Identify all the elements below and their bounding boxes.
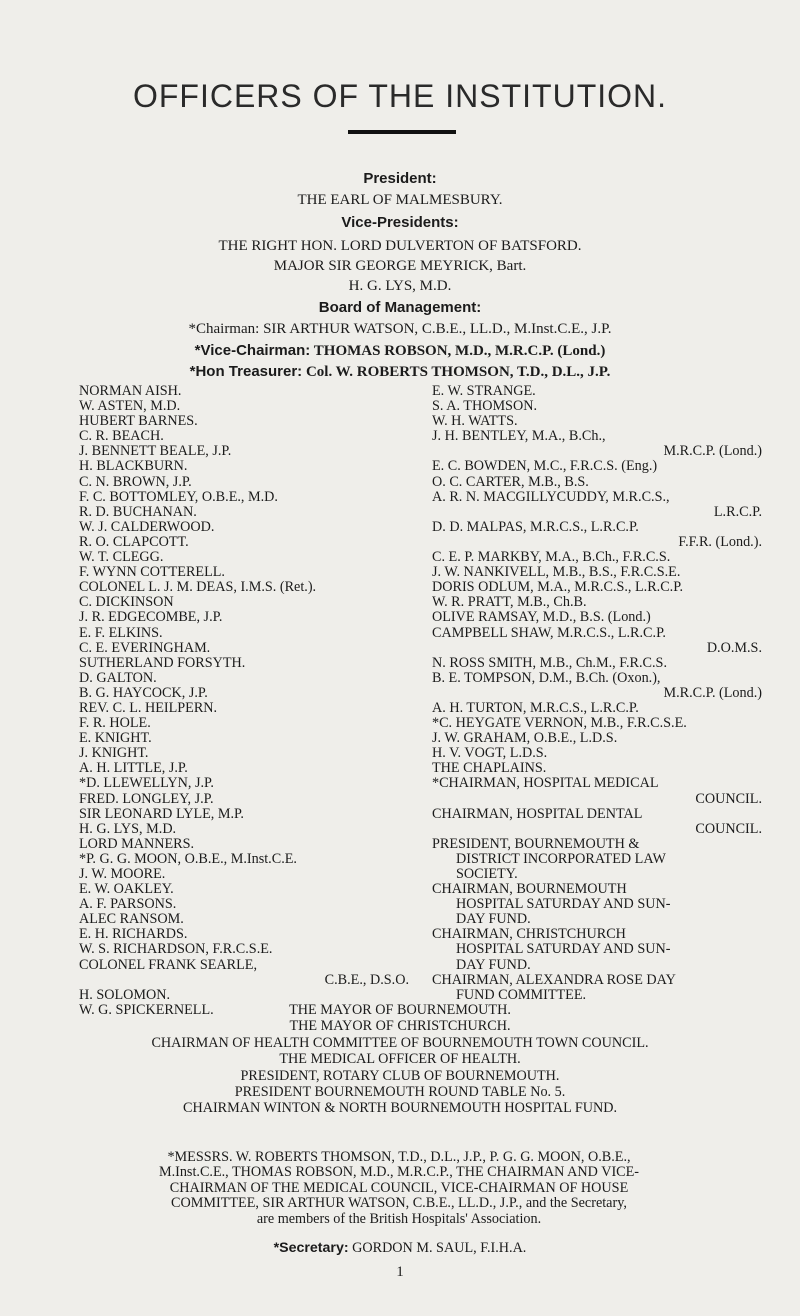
member-name: W. T. CLEGG. (79, 549, 164, 566)
member-name: E. C. BOWDEN, M.C., F.R.C.S. (Eng.) (432, 458, 658, 475)
member-name: NORMAN AISH. (79, 383, 182, 399)
member-name: B. G. HAYCOCK, J.P. (79, 684, 208, 701)
member-name: H. G. LYS, M.D. (79, 820, 177, 837)
member-name: SIR LEONARD LYLE, M.P. (79, 805, 244, 822)
page-number: 1 (396, 1264, 404, 1280)
note-line: COMMITTEE, SIR ARTHUR WATSON, C.B.E., LL.D., J.P., and the Secretary, (171, 1195, 627, 1212)
member-name: W. R. PRATT, M.B., Ch.B. (432, 594, 587, 611)
member-name: S. A. THOMSON. (432, 398, 537, 415)
ex-officio-member: THE MEDICAL OFFICER OF HEALTH. (279, 1051, 521, 1068)
member-name: E. W. OAKLEY. (79, 881, 174, 898)
board-treasurer-label: *Hon Treasurer: (189, 363, 303, 380)
member-name: CHAIRMAN, BOURNEMOUTH (432, 881, 627, 898)
member-name: R. O. CLAPCOTT. (79, 533, 189, 550)
member-name: *C. HEYGATE VERNON, M.B., F.R.C.S.E. (432, 715, 687, 732)
member-name: E. W. STRANGE. (432, 383, 536, 399)
member-name: H. V. VOGT, L.D.S. (432, 745, 548, 762)
member-name: *CHAIRMAN, HOSPITAL MEDICAL (432, 775, 659, 792)
ex-officio-member: CHAIRMAN WINTON & NORTH BOURNEMOUTH HOSPITAL FUND. (182, 1100, 618, 1117)
ex-officio-member: PRESIDENT, ROTARY CLUB OF BOURNEMOUTH. (240, 1067, 560, 1084)
member-name: DORIS ODLUM, M.A., M.R.C.S., L.R.C.P. (432, 579, 684, 596)
member-name: F. C. BOTTOMLEY, O.B.E., M.D. (79, 488, 278, 505)
member-name: F. R. HOLE. (79, 715, 151, 732)
member-name: REV. C. L. HEILPERN. (79, 699, 218, 716)
member-name: FUND COMMITTEE. (456, 986, 587, 1003)
ex-officio-list (0, 1002, 800, 1117)
member-name: E. KNIGHT. (79, 730, 152, 747)
member-name: SUTHERLAND FORSYTH. (79, 654, 246, 671)
member-name: D.O.M.S. (706, 639, 762, 656)
member-name: B. E. TOMPSON, D.M., B.Ch. (Oxon.), (432, 669, 661, 686)
board-treasurer (0, 363, 800, 381)
secretary (0, 1240, 800, 1257)
members-left-column (79, 384, 409, 1018)
vice-president-1: THE RIGHT HON. LORD DULVERTON OF BATSFORD. (218, 238, 582, 254)
member-name: W. H. WATTS. (432, 413, 518, 430)
member-name: E. F. ELKINS. (79, 624, 163, 641)
board-treasurer-name: Col. W. ROBERTS THOMSON, T.D., D.L., J.P. (305, 364, 611, 380)
member-name: W. G. SPICKERNELL. (79, 1001, 214, 1018)
member-name: COLONEL L. J. M. DEAS, I.M.S. (Ret.). (79, 579, 317, 596)
member-name: F. WYNN COTTERELL. (79, 564, 225, 581)
member-name: A. H. TURTON, M.R.C.S., L.R.C.P. (432, 699, 639, 716)
member-name: J. W. MOORE. (79, 866, 166, 882)
member-name: W. J. CALDERWOOD. (79, 518, 215, 535)
member-name: PRESIDENT, BOURNEMOUTH & (432, 835, 640, 852)
member-name: HUBERT BARNES. (79, 413, 198, 430)
member-name: M.R.C.P. (Lond.) (663, 443, 762, 460)
note-line: CHAIRMAN OF THE MEDICAL COUNCIL, VICE-CHAIRMAN OF HOUSE (169, 1179, 629, 1196)
page-title: OFFICERS OF THE INSTITUTION. (132, 78, 668, 114)
member-name: J. W. GRAHAM, O.B.E., L.D.S. (432, 730, 618, 747)
member-name: M.R.C.P. (Lond.) (663, 684, 762, 701)
president-heading: President: (363, 170, 437, 187)
member-name: F.F.R. (Lond.). (678, 533, 762, 550)
member-name: HOSPITAL SATURDAY AND SUN- (456, 896, 671, 913)
ex-officio-member: THE MAYOR OF CHRISTCHURCH. (289, 1018, 511, 1035)
vice-presidents-heading: Vice-Presidents: (341, 214, 459, 231)
member-name: A. H. LITTLE, J.P. (79, 760, 188, 777)
member-name: J. R. EDGECOMBE, J.P. (79, 609, 223, 626)
member-name: H. BLACKBURN. (79, 458, 188, 475)
member-name: COUNCIL. (695, 820, 762, 837)
member-name: N. ROSS SMITH, M.B., Ch.M., F.R.C.S. (432, 654, 667, 671)
board-chairman-label: *Chairman: (188, 321, 260, 337)
member-name: *D. LLEWELLYN, J.P. (79, 775, 214, 792)
member-name: OLIVE RAMSAY, M.D., B.S. (Lond.) (432, 609, 651, 626)
member-name: THE CHAPLAINS. (432, 760, 547, 777)
member-name: J. KNIGHT. (79, 745, 149, 762)
member-name: C.B.E., D.S.O. (324, 971, 409, 988)
member-name: C. DICKINSON (79, 594, 174, 611)
members-right-column (432, 384, 762, 1003)
member-name: LORD MANNERS. (79, 835, 195, 852)
member-name: W. S. RICHARDSON, F.R.C.S.E. (79, 941, 273, 958)
president-name: THE EARL OF MALMESBURY. (297, 192, 503, 208)
note-line: M.Inst.C.E., THOMAS ROBSON, M.D., M.R.C.P., THE CHAIRMAN AND VICE- (158, 1164, 640, 1181)
board-vice-chairman (0, 342, 800, 360)
member-name: C. N. BROWN, J.P. (79, 473, 192, 490)
member-name: A. F. PARSONS. (79, 896, 177, 913)
member-name: COLONEL FRANK SEARLE, (79, 956, 258, 973)
member-name: COUNCIL. (695, 790, 762, 807)
note-line: are members of the British Hospitals' Association. (256, 1210, 542, 1227)
member-name: H. SOLOMON. (79, 986, 171, 1003)
member-name: D. GALTON. (79, 669, 157, 686)
member-name: *P. G. G. MOON, O.B.E., M.Inst.C.E. (79, 850, 297, 867)
member-name: J. BENNETT BEALE, J.P. (79, 443, 232, 460)
member-name: DISTRICT INCORPORATED LAW (456, 850, 666, 867)
member-name: DAY FUND. (456, 956, 531, 973)
member-name: SOCIETY. (456, 866, 518, 882)
member-name: ALEC RANSOM. (79, 911, 184, 928)
secretary-label: *Secretary: (273, 1240, 349, 1256)
member-name: DAY FUND. (456, 911, 531, 928)
member-name: E. H. RICHARDS. (79, 926, 188, 943)
board-chairman (0, 321, 800, 338)
member-name: CAMPBELL SHAW, M.R.C.S., L.R.C.P. (432, 624, 666, 641)
member-name: C. R. BEACH. (79, 428, 164, 445)
ex-officio-member: PRESIDENT BOURNEMOUTH ROUND TABLE No. 5. (234, 1084, 566, 1101)
member-name: L.R.C.P. (713, 503, 762, 520)
member-name: O. C. CARTER, M.B., B.S. (432, 473, 589, 490)
member-name: HOSPITAL SATURDAY AND SUN- (456, 941, 671, 958)
association-note (79, 1150, 719, 1227)
board-vice-chairman-label: *Vice-Chairman: (194, 342, 311, 359)
title-divider (348, 130, 456, 134)
secretary-name: GORDON M. SAUL, F.I.H.A. (352, 1240, 527, 1256)
ex-officio-member: THE MAYOR OF BOURNEMOUTH. (289, 1002, 511, 1018)
member-name: C. E. P. MARKBY, M.A., B.Ch., F.R.C.S. (432, 549, 671, 566)
member-name: J. W. NANKIVELL, M.B., B.S., F.R.C.S.E. (432, 564, 681, 581)
member-name: A. R. N. MACGILLYCUDDY, M.R.C.S., (432, 488, 670, 505)
board-chairman-name: SIR ARTHUR WATSON, C.B.E., LL.D., M.Inst.C.E., J.P. (263, 321, 612, 337)
member-name: J. H. BENTLEY, M.A., B.Ch., (432, 428, 606, 445)
member-name: CHAIRMAN, CHRISTCHURCH (432, 926, 626, 943)
member-name: D. D. MALPAS, M.R.C.S., L.R.C.P. (432, 518, 639, 535)
member-name: W. ASTEN, M.D. (79, 398, 181, 415)
vice-president-3: H. G. LYS, M.D. (348, 278, 452, 294)
vice-president-2: MAJOR SIR GEORGE MEYRICK, Bart. (273, 258, 527, 274)
member-name: FRED. LONGLEY, J.P. (79, 790, 214, 807)
note-line: *MESSRS. W. ROBERTS THOMSON, T.D., D.L., J.P., P. G. G. MOON, O.B.E., (167, 1149, 631, 1165)
member-name: CHAIRMAN, ALEXANDRA ROSE DAY (432, 971, 676, 988)
board-heading: Board of Management: (318, 299, 482, 316)
board-vice-chairman-name: THOMAS ROBSON, M.D., M.R.C.P. (Lond.) (313, 343, 606, 359)
member-name: C. E. EVERINGHAM. (79, 639, 211, 656)
member-name: R. D. BUCHANAN. (79, 503, 197, 520)
ex-officio-member: CHAIRMAN OF HEALTH COMMITTEE OF BOURNEMOUTH TOWN COUNCIL. (151, 1034, 649, 1051)
member-name: CHAIRMAN, HOSPITAL DENTAL (432, 805, 643, 822)
